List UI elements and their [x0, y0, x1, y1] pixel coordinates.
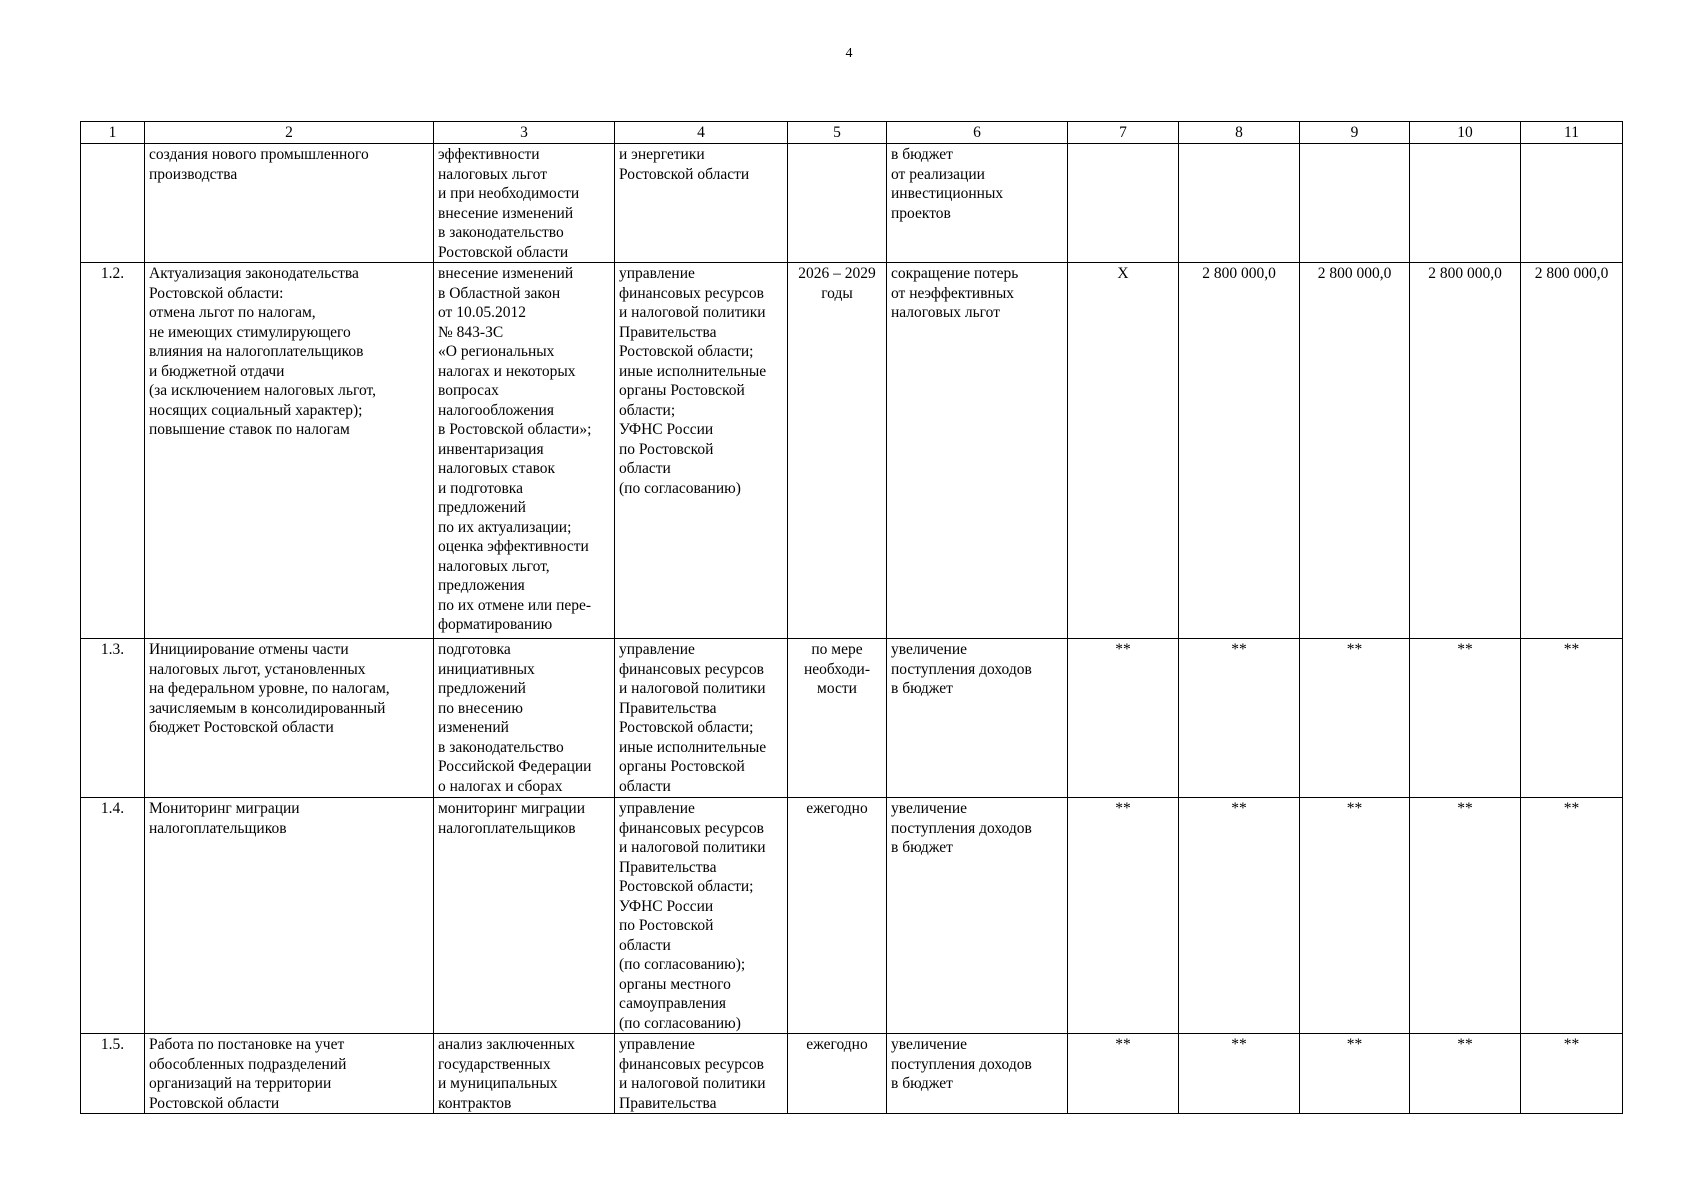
action-content-cell: подготовка инициативных предложений по внесению изменений в законодательство Российской Федерации о налогах и сборах [434, 639, 615, 798]
value-cell-11: ** [1521, 798, 1623, 1034]
value-cell-9 [1300, 144, 1410, 263]
measure-name-cell: создания нового промышленного производства [145, 144, 434, 263]
measure-name-cell: Инициирование отмены части налоговых льгот, установленных на федеральном уровне, по налогам, зачисляемым в консолидированный бюджет Ростовской области [145, 639, 434, 798]
value-cell-11: 2 800 000,0 [1521, 263, 1623, 639]
table-row [81, 639, 1623, 798]
responsible-executor-cell: управление финансовых ресурсов и налоговой политики Правительства Ростовской области; УФНС России по Ростовской области (по согласованию); органы местного самоуправления (по согласованию) [615, 798, 788, 1034]
item-number-cell: 1.4. [81, 798, 145, 1034]
responsible-executor-cell: и энергетики Ростовской области [615, 144, 788, 263]
value-cell-11 [1521, 144, 1623, 263]
action-content-cell: внесение изменений в Областной закон от 10.05.2012 № 843-ЗС «О региональных налогах и некоторых вопросах налогообложения в Ростовской области»; инвентаризация налоговых ставок и подготовка предложений по их актуализации; оценка эффективности налоговых льгот, предложения по их отмене или пере- форматированию [434, 263, 615, 639]
value-cell-7: ** [1068, 1034, 1179, 1114]
responsible-executor-cell: управление финансовых ресурсов и налоговой политики Правительства Ростовской области; иные исполнительные органы Ростовской области [615, 639, 788, 798]
deadline-cell: 2026 – 2029 годы [788, 263, 887, 639]
value-cell-10: ** [1410, 1034, 1521, 1114]
column-number-4: 4 [615, 122, 788, 144]
value-cell-8: 2 800 000,0 [1179, 263, 1300, 639]
value-cell-9: ** [1300, 1034, 1410, 1114]
item-number-cell: 1.5. [81, 1034, 145, 1114]
column-number-1: 1 [81, 122, 145, 144]
table-row [81, 1034, 1623, 1114]
value-cell-10: 2 800 000,0 [1410, 263, 1521, 639]
deadline-cell: ежегодно [788, 1034, 887, 1114]
column-number-2: 2 [145, 122, 434, 144]
value-cell-10 [1410, 144, 1521, 263]
measures-table [80, 121, 1623, 1114]
value-cell-11: ** [1521, 1034, 1623, 1114]
action-content-cell: эффективности налоговых льгот и при необходимости внесение изменений в законодательство Ростовской области [434, 144, 615, 263]
expected-result-cell: в бюджет от реализации инвестиционных проектов [887, 144, 1068, 263]
item-number-cell [81, 144, 145, 263]
expected-result-cell: сокращение потерь от неэффективных налоговых льгот [887, 263, 1068, 639]
expected-result-cell: увеличение поступления доходов в бюджет [887, 1034, 1068, 1114]
expected-result-cell: увеличение поступления доходов в бюджет [887, 798, 1068, 1034]
item-number-cell: 1.2. [81, 263, 145, 639]
deadline-cell: ежегодно [788, 798, 887, 1034]
value-cell-11: ** [1521, 639, 1623, 798]
column-number-9: 9 [1300, 122, 1410, 144]
value-cell-10: ** [1410, 798, 1521, 1034]
value-cell-9: ** [1300, 798, 1410, 1034]
value-cell-7: ** [1068, 639, 1179, 798]
value-cell-8: ** [1179, 798, 1300, 1034]
page-number: 4 [845, 46, 853, 61]
value-cell-7: Х [1068, 263, 1179, 639]
column-number-header-row [81, 122, 1623, 144]
table-row [81, 144, 1623, 263]
table-row [81, 798, 1623, 1034]
expected-result-cell: увеличение поступления доходов в бюджет [887, 639, 1068, 798]
value-cell-10: ** [1410, 639, 1521, 798]
table-row [81, 263, 1623, 639]
value-cell-7: ** [1068, 798, 1179, 1034]
column-number-8: 8 [1179, 122, 1300, 144]
action-content-cell: мониторинг миграции налогоплательщиков [434, 798, 615, 1034]
column-number-5: 5 [788, 122, 887, 144]
deadline-cell: по мере необходи- мости [788, 639, 887, 798]
column-number-3: 3 [434, 122, 615, 144]
value-cell-7 [1068, 144, 1179, 263]
measure-name-cell: Мониторинг миграции налогоплательщиков [145, 798, 434, 1034]
item-number-cell: 1.3. [81, 639, 145, 798]
value-cell-9: 2 800 000,0 [1300, 263, 1410, 639]
value-cell-8 [1179, 144, 1300, 263]
value-cell-9: ** [1300, 639, 1410, 798]
responsible-executor-cell: управление финансовых ресурсов и налоговой политики Правительства [615, 1034, 788, 1114]
value-cell-8: ** [1179, 639, 1300, 798]
column-number-7: 7 [1068, 122, 1179, 144]
action-content-cell: анализ заключенных государственных и муниципальных контрактов [434, 1034, 615, 1114]
measure-name-cell: Работа по постановке на учет обособленных подразделений организаций на территории Ростовской области [145, 1034, 434, 1114]
column-number-10: 10 [1410, 122, 1521, 144]
deadline-cell [788, 144, 887, 263]
responsible-executor-cell: управление финансовых ресурсов и налоговой политики Правительства Ростовской области; иные исполнительные органы Ростовской области; УФНС России по Ростовской области (по согласованию) [615, 263, 788, 639]
column-number-11: 11 [1521, 122, 1623, 144]
value-cell-8: ** [1179, 1034, 1300, 1114]
measure-name-cell: Актуализация законодательства Ростовской области: отмена льгот по налогам, не имеющих стимулирующего влияния на налогоплательщиков и бюджетной отдачи (за исключением налоговых льгот, носящих социальный характер); повышение ставок по налогам [145, 263, 434, 639]
column-number-6: 6 [887, 122, 1068, 144]
